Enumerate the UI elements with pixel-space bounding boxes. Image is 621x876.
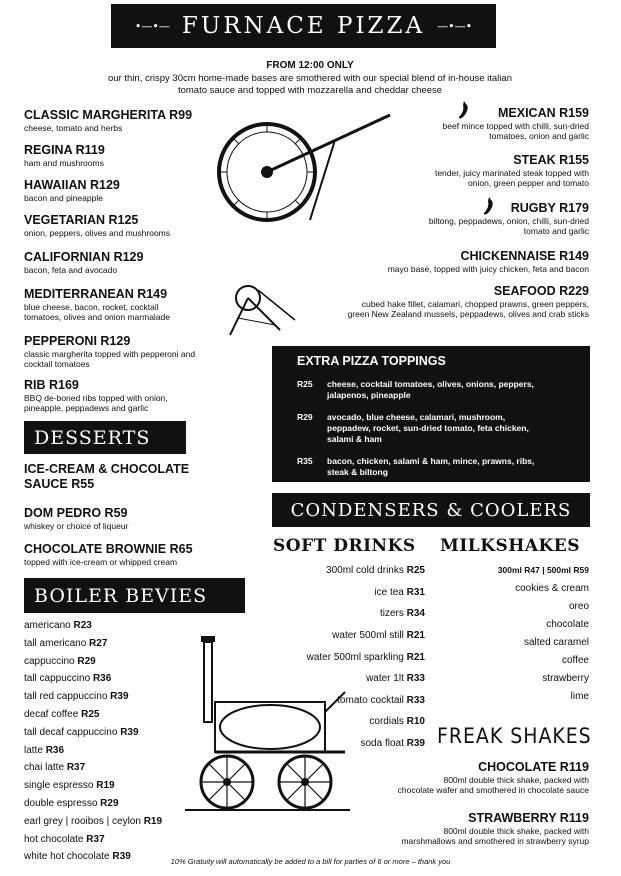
coffee-item [24, 709, 99, 720]
coffee-price: R23 [73, 620, 92, 631]
pizza-name: RUGBY R179 [510, 201, 589, 215]
dessert-item [24, 542, 193, 567]
soft-drink-item [307, 652, 425, 663]
drink-name: 300ml cold drinks [326, 565, 404, 576]
milkshake-item: oreo [568, 601, 589, 612]
pizza-name: HAWAIIAN R129 [24, 178, 120, 192]
coffee-name: chai latte [24, 762, 65, 774]
desserts-banner [24, 421, 186, 454]
soft-drinks-heading: SOFT DRINKS [273, 536, 416, 556]
pizza-item [289, 284, 589, 319]
pizza-desc: onion, green pepper and tomato [468, 178, 589, 188]
coffee-name: americano [24, 620, 71, 631]
pizza-desc: tender, juicy marinated steak topped with [434, 168, 589, 178]
intro-line-1: our thin, crispy 30cm home-made bases are smothered with our special blend of in-house italian [108, 73, 512, 84]
dessert-desc: whiskey or choice of liqueur [24, 521, 129, 531]
coffee-price: R39 [110, 691, 129, 703]
pizza-item [24, 378, 168, 413]
pizza-desc: blue cheese, bacon, rocket, cocktail [24, 302, 159, 312]
coffee-price: R29 [77, 655, 96, 667]
soft-drink-item [326, 565, 425, 576]
drink-name: tomato cocktail [337, 695, 404, 706]
coffee-price: R39 [120, 726, 139, 738]
coffee-item [24, 834, 105, 845]
topping-price: R35 [297, 456, 313, 466]
pizza-desc: cubed hake fillet, calamari, chopped prawns, green peppers, [361, 299, 589, 309]
condensers-heading: CONDENSERS & COOLERS [290, 499, 572, 521]
ornament-right-icon: —•—• [437, 19, 473, 33]
milkshakes-heading: MILKSHAKES [440, 536, 581, 556]
coffee-price: R39 [112, 851, 131, 863]
dessert-name: ICE-CREAM & CHOCOLATE [24, 462, 190, 476]
coffee-item [24, 798, 119, 809]
coffee-item [24, 691, 129, 702]
pizza-name: SEAFOOD R229 [493, 284, 589, 298]
dessert-name: CHOCOLATE BROWNIE R65 [24, 542, 193, 556]
coffee-item [24, 638, 107, 649]
topping-price: R29 [297, 412, 313, 422]
coffee-name: tall decaf cappuccino [24, 726, 118, 738]
pressure-gauge-illustration [215, 110, 400, 235]
pizza-desc: ham and mushrooms [24, 158, 104, 168]
pizza-name: RIB R169 [24, 378, 79, 392]
ornament-left-icon: •—•— [134, 19, 170, 33]
freak-shakes-heading: FREAK SHAKES [437, 724, 592, 748]
drink-price: R25 [406, 565, 425, 576]
coffee-price: R19 [96, 780, 115, 792]
pizza-item [24, 334, 195, 369]
coffee-item [24, 745, 64, 756]
pizza-desc: green New Zealand mussels, peppadews, olives and crab sticks [347, 309, 589, 319]
chili-pepper-icon [455, 100, 471, 120]
coffee-price: R36 [45, 744, 65, 756]
coffee-name: cappuccino [24, 655, 75, 667]
coffee-name: earl grey | rooibos | ceylon [24, 815, 141, 827]
dessert-item [24, 462, 189, 492]
drink-name: cordials [369, 716, 404, 727]
topping-items: cheese, cocktail tomatoes, olives, onions, peppers, jalapenos, pineapple [327, 379, 534, 400]
pizza-name: STEAK R155 [513, 153, 589, 167]
drink-name: ice tea [374, 587, 404, 598]
gratuity-footer: 10% Gratuity will automatically be added to a bill for parties of 6 or more – thank you [170, 857, 451, 866]
milkshake-item: cookies & cream [515, 583, 589, 594]
coffee-item [24, 762, 85, 773]
pizza-name: MEXICAN R159 [498, 106, 589, 120]
coffee-item [24, 620, 92, 631]
intro-heading: FROM 12:00 ONLY [266, 60, 354, 71]
pizza-item [24, 143, 105, 168]
milkshake-item: salted caramel [523, 637, 589, 648]
topping-price: R25 [297, 379, 313, 389]
drink-price: R21 [406, 630, 425, 641]
drink-name: water 500ml sparkling [306, 652, 404, 663]
pizza-item [289, 249, 589, 274]
drink-price: R10 [406, 716, 425, 727]
desserts-heading: DESSERTS [34, 426, 151, 449]
drink-name: soda float [360, 738, 404, 749]
coffee-price: R37 [66, 762, 86, 774]
freak-shake-name: STRAWBERRY R119 [468, 811, 589, 825]
freak-shake-name: CHOCOLATE R119 [478, 760, 589, 774]
chili-pepper-icon [480, 196, 496, 216]
coffee-name: single espresso [24, 780, 94, 792]
soft-drink-item [374, 587, 425, 598]
title-banner [111, 4, 496, 48]
topping-items: bacon, chicken, salami & ham, mince, prawns, ribs, steak & biltong [327, 456, 535, 477]
soft-drink-item [360, 738, 425, 749]
coffee-name: tall cappuccino [24, 673, 91, 685]
milkshake-item: lime [570, 691, 589, 702]
coffee-name: hot chocolate [24, 833, 84, 845]
pizza-desc: cocktail tomatoes [24, 359, 90, 369]
pizza-desc: classic margherita topped with pepperoni and [24, 349, 196, 359]
coffee-name: latte [24, 744, 43, 756]
drink-price: R33 [406, 695, 425, 706]
drink-name: tizers [379, 608, 404, 619]
intro-text [40, 73, 580, 97]
pizza-desc: mayo base, topped with juicy chicken, feta and bacon [387, 264, 589, 274]
coffee-price: R37 [86, 833, 105, 845]
soft-drink-item [366, 673, 425, 684]
milkshake-item: coffee [561, 655, 589, 666]
condensers-banner [272, 493, 590, 527]
pizza-item [24, 250, 143, 275]
pizza-name: REGINA R119 [24, 143, 105, 157]
drink-price: R21 [406, 652, 425, 663]
coffee-name: double espresso [24, 798, 98, 809]
coffee-item [24, 656, 96, 667]
coffee-name: white hot chocolate [24, 851, 110, 863]
coffee-name: tall red cappuccino [24, 691, 108, 703]
coffee-price: R25 [81, 709, 100, 720]
drafting-compass-illustration [220, 280, 300, 340]
drink-price: R33 [406, 673, 425, 684]
drink-price: R39 [406, 738, 425, 749]
pizza-desc: bacon, feta and avocado [24, 265, 118, 275]
coffee-price: R19 [143, 815, 163, 827]
pizza-desc: tomato and garlic [523, 226, 589, 236]
soft-drink-item [369, 716, 425, 727]
intro-line-2: tomato sauce and topped with mozzarella and cheddar cheese [177, 85, 443, 96]
pizza-desc: BBQ de-boned ribs topped with onion, [24, 393, 168, 403]
drink-price: R34 [406, 608, 425, 619]
freak-shake-desc: chocolate wafer and smothered in chocolate sauce [397, 785, 589, 795]
boiler-bevies-heading: BOILER BEVIES [34, 584, 208, 607]
pizza-item [24, 178, 120, 203]
coffee-item [24, 816, 162, 827]
pizza-item [24, 287, 170, 322]
soft-drink-item [337, 695, 425, 706]
pizza-name: CHICKENNAISE R149 [460, 249, 589, 263]
freak-shake-desc: marshmallows and smothered in strawberry syrup [401, 836, 589, 846]
pizza-name: MEDITERRANEAN R149 [24, 287, 168, 301]
pizza-desc: tomatoes, onion and garlic [489, 131, 589, 141]
freak-shake-item [289, 811, 589, 846]
coffee-price: R27 [89, 637, 108, 649]
page-title: FURNACE PIZZA [181, 13, 426, 39]
coffee-item [24, 727, 139, 738]
coffee-price: R29 [100, 798, 119, 809]
dessert-desc: topped with ice-cream or whipped cream [24, 557, 178, 567]
coffee-name: tall americano [24, 637, 87, 649]
pizza-item [24, 108, 192, 133]
pizza-name: VEGETARIAN R125 [24, 213, 139, 227]
extra-toppings-heading: EXTRA PIZZA TOPPINGS [297, 354, 446, 368]
drink-price: R31 [406, 587, 425, 598]
pizza-desc: cheese, tomato and herbs [24, 123, 123, 133]
pizza-item [24, 213, 170, 238]
freak-shake-desc: 800ml double thick shake, packed with [443, 775, 589, 785]
pizza-name: CALIFORNIAN R129 [24, 250, 144, 264]
milkshake-item: strawberry [542, 673, 589, 684]
soft-drink-item [380, 608, 425, 619]
drink-name: water 1lt [366, 673, 404, 684]
topping-items: avocado, blue cheese, calamari, mushroom, peppadew, rocket, sun-dried tomato, feta chicken, salami & ham [327, 412, 529, 444]
pizza-desc: biltong, peppadews, onion, chilli, sun-dried [428, 216, 589, 226]
dessert-name: DOM PEDRO R59 [24, 506, 128, 520]
dessert-item [24, 506, 128, 531]
pizza-desc: bacon and pineapple [24, 193, 103, 203]
pizza-desc: onion, peppers, olives and mushrooms [24, 228, 170, 238]
pizza-desc: pineapple, peppadews and garlic [24, 403, 149, 413]
milkshake-price: 300ml R47 | 500ml R59 [497, 565, 589, 575]
coffee-name: decaf coffee [24, 709, 79, 720]
pizza-name: PEPPERONI R129 [24, 334, 131, 348]
extra-toppings-panel [272, 346, 590, 482]
coffee-item [24, 673, 111, 684]
coffee-item [24, 780, 115, 791]
milkshake-item: chocolate [546, 619, 589, 630]
pizza-desc: tomatoes, olives and onion marmalade [24, 312, 170, 322]
freak-shake-item [289, 760, 589, 795]
freak-shake-desc: 800ml double thick shake, packed with [443, 826, 589, 836]
dessert-name: SAUCE R55 [24, 477, 95, 491]
pizza-name: CLASSIC MARGHERITA R99 [24, 108, 193, 122]
boiler-bevies-banner [24, 578, 245, 613]
soft-drink-item [332, 630, 425, 641]
coffee-price: R36 [92, 673, 112, 685]
pizza-desc: beef mince topped with chilli, sun-dried [442, 121, 589, 131]
drink-name: water 500ml still [332, 630, 404, 641]
